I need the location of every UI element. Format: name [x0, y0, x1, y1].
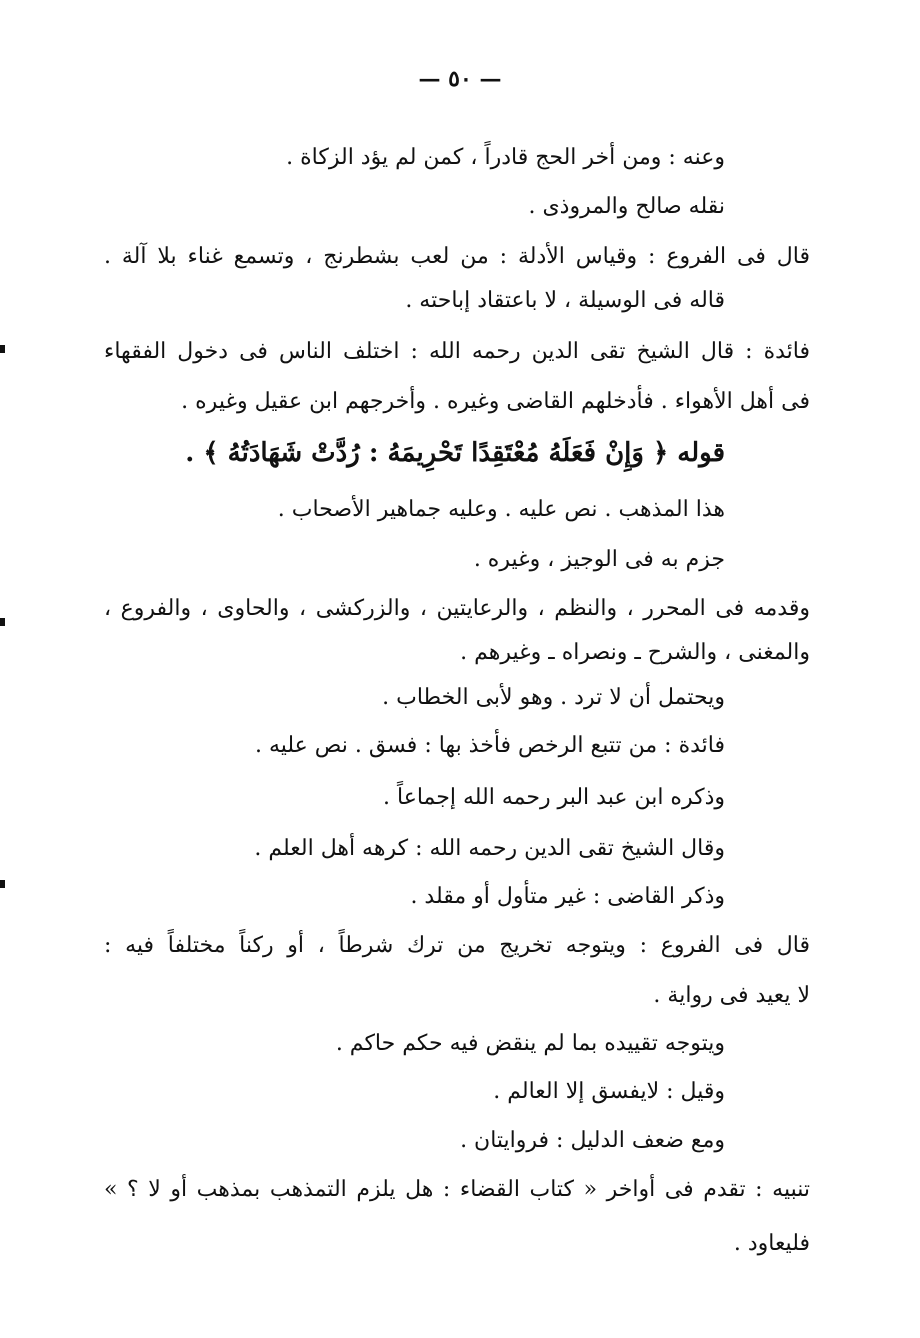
- margin-mark: [0, 345, 5, 353]
- text-line-17: قال فى الفروع : ويتوجه تخريج من ترك شرطاً ، أو ركناً مختلفاً فيه :: [104, 933, 810, 958]
- text-line-21: ومع ضعف الدليل : فروايتان .: [460, 1128, 725, 1153]
- text-line-16: وذكر القاضى : غير متأول أو مقلد .: [410, 884, 725, 909]
- text-line-10: وقدمه فى المحرر ، والنظم ، والرعايتين ، والزركشى ، والحاوى ، والفروع ،: [104, 596, 810, 621]
- text-line-23: فليعاود .: [733, 1231, 810, 1256]
- text-line-9: جزم به فى الوجيز ، وغيره .: [473, 547, 725, 572]
- text-line-19: ويتوجه تقييده بما لم ينقض فيه حكم حاكم .: [335, 1031, 725, 1056]
- text-line-18: لا يعيد فى رواية .: [653, 983, 810, 1008]
- text-line-5: فائدة : قال الشيخ تقى الدين رحمه الله : اختلف الناس فى دخول الفقهاء: [104, 339, 810, 364]
- text-line-20: وقيل : لايفسق إلا العالم .: [493, 1079, 725, 1104]
- page-number: — ٥٠ —: [418, 66, 502, 92]
- text-line-7-verse: قوله ﴿ وَإِنْ فَعَلَهُ مُعْتَقِدًا تَحْرِيمَهُ : رُدَّتْ شَهَادَتُهُ ﴾ .: [185, 438, 725, 468]
- text-line-1: وعنه : ومن أخر الحج قادراً ، كمن لم يؤد الزكاة .: [286, 145, 725, 170]
- text-line-3: قال فى الفروع : وقياس الأدلة : من لعب بشطرنج ، وتسمع غناء بلا آلة .: [104, 244, 810, 269]
- text-line-13: فائدة : من تتبع الرخص فأخذ بها : فسق . نص عليه .: [254, 733, 725, 758]
- margin-mark: [0, 618, 5, 626]
- text-line-15: وقال الشيخ تقى الدين رحمه الله : كرهه أهل العلم .: [254, 836, 725, 861]
- text-line-6: فى أهل الأهواء . فأدخلهم القاضى وغيره . وأخرجهم ابن عقيل وغيره .: [181, 389, 810, 414]
- text-line-22: تنبيه : تقدم فى أواخر « كتاب القضاء : هل يلزم التمذهب بمذهب أو لا ؟ »: [104, 1177, 810, 1202]
- margin-mark: [0, 880, 5, 888]
- text-line-2: نقله صالح والمروذى .: [528, 194, 725, 219]
- text-line-4: قاله فى الوسيلة ، لا باعتقاد إباحته .: [405, 288, 725, 313]
- text-line-14: وذكره ابن عبد البر رحمه الله إجماعاً .: [383, 785, 725, 810]
- text-line-12: ويحتمل أن لا ترد . وهو لأبى الخطاب .: [382, 685, 725, 710]
- text-line-11: والمغنى ، والشرح ـ ونصراه ـ وغيرهم .: [460, 640, 810, 665]
- text-line-8: هذا المذهب . نص عليه . وعليه جماهير الأصحاب .: [277, 497, 725, 522]
